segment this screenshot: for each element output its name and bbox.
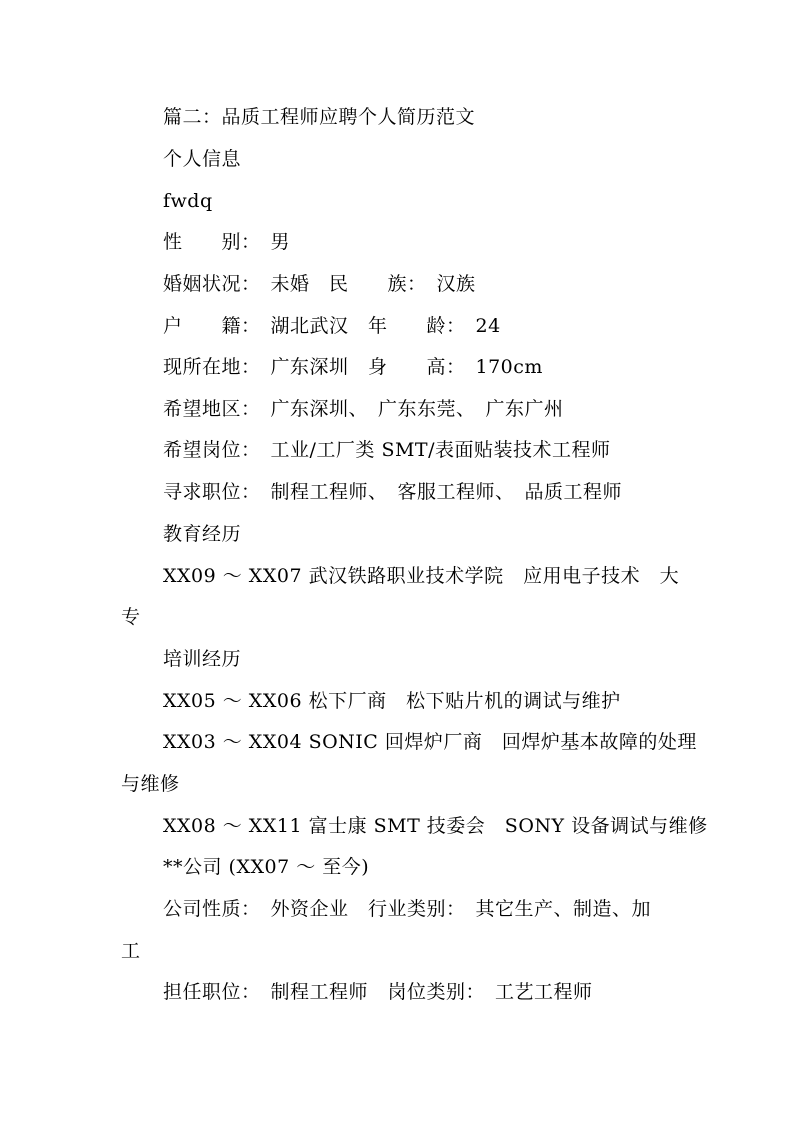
training-entry: XX05 ～ XX06 松下厂商 松下贴片机的调试与维护 <box>163 690 621 712</box>
training-entry: XX08 ～ XX11 富士康 SMT 技委会 SONY 设备调试与维修 <box>163 815 708 837</box>
field-desired-region: 希望地区： 广东深圳、 广东东莞、 广东广州 <box>163 398 564 420</box>
field-job-sought: 寻求职位： 制程工程师、 客服工程师、 品质工程师 <box>163 481 623 503</box>
training-entry-continuation: 与维修 <box>121 773 180 795</box>
field-company-industry-continuation: 工 <box>121 940 141 962</box>
document-title: 篇二：品质工程师应聘个人简历范文 <box>163 106 476 128</box>
education-entry: XX09 ～ XX07 武汉铁路职业技术学院 应用电子技术 大 <box>163 565 680 587</box>
field-hometown-age: 户 籍： 湖北武汉 年 龄： 24 <box>163 315 501 337</box>
training-entry: XX03 ～ XX04 SONIC 回焊炉厂商 回焊炉基本故障的处理 <box>163 731 697 753</box>
section-heading-training: 培训经历 <box>163 648 242 670</box>
text-line: fwdq <box>163 190 213 212</box>
section-heading-personal-info: 个人信息 <box>163 148 242 170</box>
field-marital-ethnicity: 婚姻状况： 未婚 民 族： 汉族 <box>163 273 476 295</box>
field-location-height: 现所在地： 广东深圳 身 高： 170cm <box>163 356 543 378</box>
field-position-held: 担任职位： 制程工程师 岗位类别： 工艺工程师 <box>163 981 593 1003</box>
field-company-nature-industry: 公司性质： 外资企业 行业类别： 其它生产、制造、加 <box>163 898 652 920</box>
field-gender: 性 别： 男 <box>163 231 291 253</box>
field-desired-position: 希望岗位： 工业/工厂类 SMT/表面贴装技术工程师 <box>163 439 611 461</box>
company-heading: **公司 (XX07 ～ 至今) <box>163 856 370 878</box>
education-entry-continuation: 专 <box>121 606 141 628</box>
section-heading-education: 教育经历 <box>163 523 242 545</box>
